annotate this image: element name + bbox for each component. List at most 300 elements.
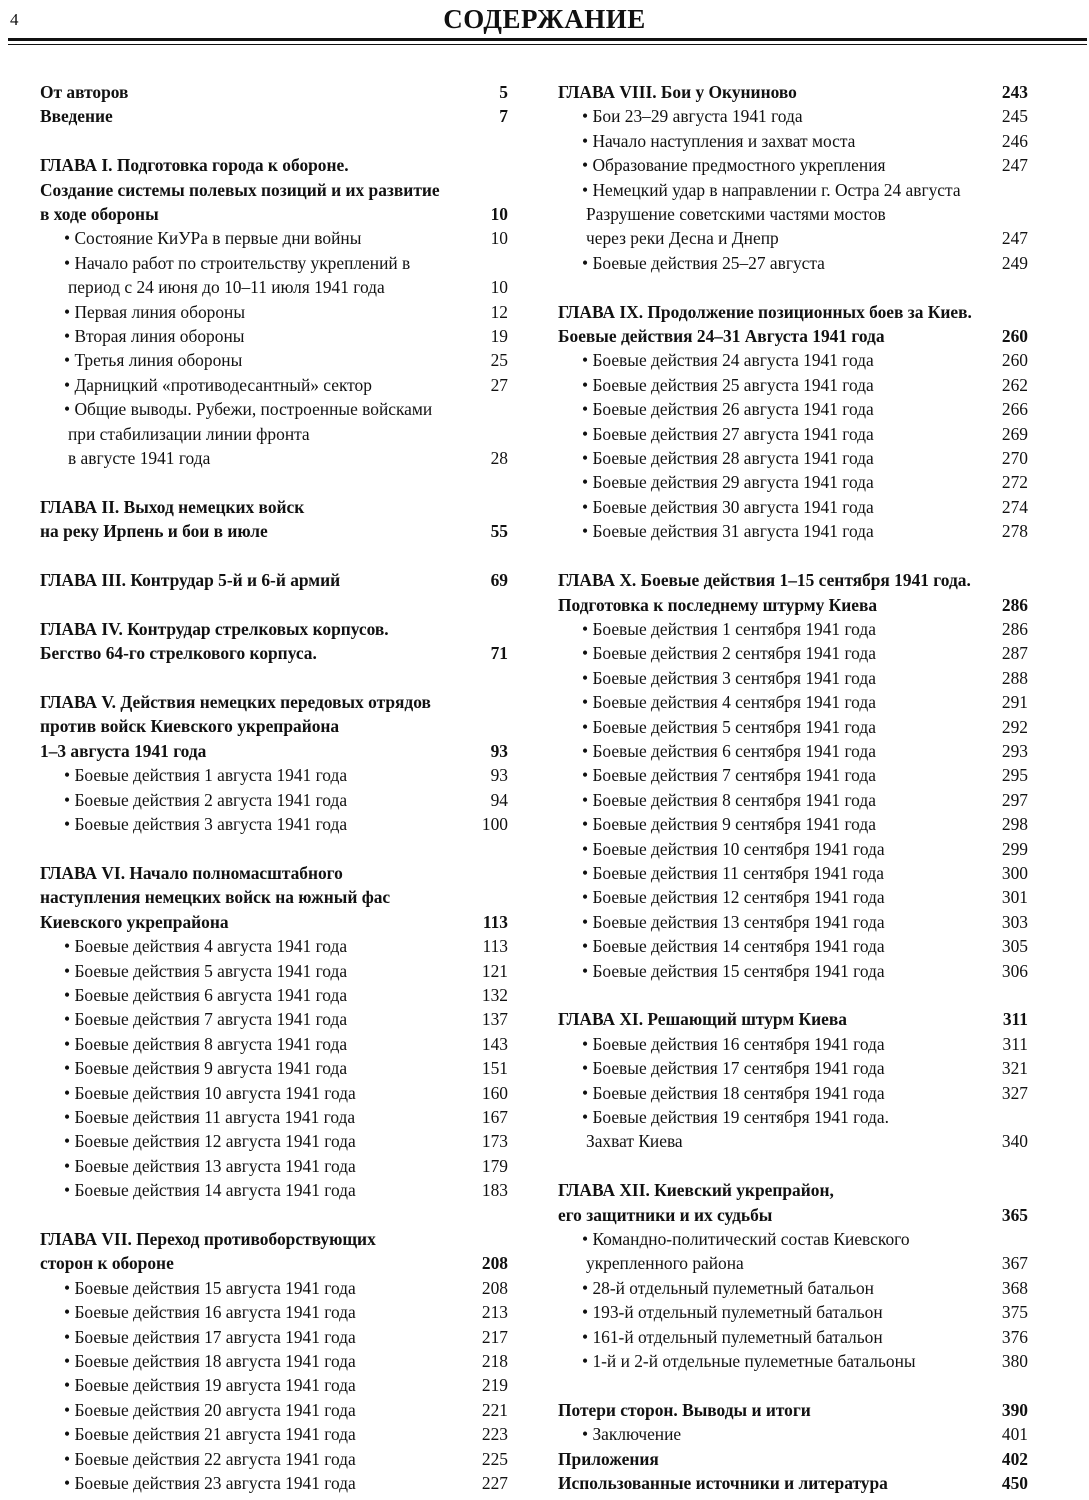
toc-subitem bbox=[558, 178, 1028, 251]
chapter-heading-line: ГЛАВА IX. Продолжение позиционных боев за Киев. bbox=[558, 301, 972, 322]
subitem-line bbox=[64, 934, 508, 958]
toc-chapter-10 bbox=[558, 568, 1028, 983]
toc-subitem bbox=[558, 788, 1028, 812]
subitem-page: 19 bbox=[490, 326, 508, 347]
toc-subitem bbox=[40, 1056, 508, 1080]
subitem-page: 293 bbox=[1001, 740, 1028, 761]
toc-subitem bbox=[558, 495, 1028, 519]
toc-subitem bbox=[40, 251, 508, 300]
chapter-heading-last-line bbox=[40, 568, 508, 592]
toc-entry-title: Использованные источники и литература bbox=[558, 1473, 888, 1494]
toc-subitem bbox=[40, 348, 508, 372]
subitem-page: 367 bbox=[1001, 1253, 1028, 1274]
toc-subitem bbox=[40, 1105, 508, 1129]
subitem-text: через реки Десна и Днепр bbox=[586, 228, 779, 249]
toc-subitem bbox=[558, 251, 1028, 275]
toc-subitem bbox=[40, 959, 508, 983]
subitem-line bbox=[64, 1178, 508, 1202]
toc-chapter-11 bbox=[558, 1007, 1028, 1153]
subitem-page: 246 bbox=[1001, 130, 1028, 151]
subitem-text: • Боевые действия 14 сентября 1941 года bbox=[582, 934, 885, 958]
subitem-continuation bbox=[64, 422, 508, 446]
subitem-page: 94 bbox=[490, 789, 508, 810]
toc-subitem bbox=[558, 1325, 1028, 1349]
subitem-page: 100 bbox=[481, 814, 508, 835]
subitem-text: • Боевые действия 31 августа 1941 года bbox=[582, 519, 874, 543]
toc-subitem bbox=[558, 397, 1028, 421]
toc-chapter-6 bbox=[40, 861, 508, 1203]
toc-entry-title: Введение bbox=[40, 106, 113, 127]
toc-subitem bbox=[40, 1300, 508, 1324]
subitem-line bbox=[582, 446, 1028, 470]
subitem-page: 291 bbox=[1001, 692, 1028, 713]
chapter-heading-last-line bbox=[40, 641, 508, 665]
toc-chapter-1 bbox=[40, 153, 508, 470]
subitem-text: • Боевые действия 17 августа 1941 года bbox=[64, 1325, 356, 1349]
subitem-line bbox=[64, 1056, 508, 1080]
toc-subitem bbox=[558, 1227, 1028, 1276]
toc-entry bbox=[558, 1471, 1028, 1495]
chapter-heading-last-line bbox=[558, 324, 1028, 348]
subitem-text: • Первая линия обороны bbox=[64, 300, 245, 324]
subitem-line bbox=[64, 1447, 508, 1471]
subitem-text: • Боевые действия 3 августа 1941 года bbox=[64, 812, 347, 836]
chapter-heading-last-line bbox=[558, 593, 1028, 617]
subitem-text: • Боевые действия 8 сентября 1941 года bbox=[582, 788, 876, 812]
subitem-page: 221 bbox=[481, 1399, 508, 1420]
toc-subitem bbox=[558, 1056, 1028, 1080]
subitem-line bbox=[582, 959, 1028, 983]
subitem-line bbox=[64, 348, 508, 372]
subitem-text: • Боевые действия 17 сентября 1941 года bbox=[582, 1056, 885, 1080]
subitem-line bbox=[582, 470, 1028, 494]
toc-subitem bbox=[558, 446, 1028, 470]
chapter-heading-line: ГЛАВА VI. Начало полномасштабного bbox=[40, 862, 343, 883]
toc-subitem bbox=[558, 910, 1028, 934]
toc-subitem bbox=[558, 837, 1028, 861]
subitem-page: 160 bbox=[481, 1082, 508, 1103]
subitem-page: 321 bbox=[1001, 1058, 1028, 1079]
subitem-page: 300 bbox=[1001, 862, 1028, 883]
subitem-page: 113 bbox=[482, 936, 508, 957]
subitem-text: • Боевые действия 30 августа 1941 года bbox=[582, 495, 874, 519]
subitem-text: • Дарницкий «противодесантный» сектор bbox=[64, 373, 372, 397]
subitem-page: 380 bbox=[1001, 1351, 1028, 1372]
subitem-page: 297 bbox=[1001, 789, 1028, 810]
subitem-page: 132 bbox=[481, 984, 508, 1005]
chapter-page: 208 bbox=[481, 1253, 508, 1274]
subitem-page: 167 bbox=[481, 1106, 508, 1127]
toc-subitem bbox=[40, 812, 508, 836]
toc-subitem bbox=[40, 763, 508, 787]
subitem-line bbox=[64, 397, 508, 421]
subitem-line bbox=[582, 885, 1028, 909]
subitem-text: • Боевые действия 2 сентября 1941 года bbox=[582, 641, 876, 665]
subitem-line bbox=[582, 1105, 1028, 1129]
subitem-text: • Боевые действия 25 августа 1941 года bbox=[582, 373, 874, 397]
subitem-line bbox=[582, 690, 1028, 714]
subitem-line bbox=[582, 812, 1028, 836]
toc-subitem bbox=[40, 1398, 508, 1422]
toc-subitem bbox=[40, 1081, 508, 1105]
toc-entry-title: От авторов bbox=[40, 82, 129, 102]
subitem-line bbox=[582, 348, 1028, 372]
chapter-heading-text: на реку Ирпень и бои в июле bbox=[40, 521, 268, 542]
subitem-text: • Боевые действия 2 августа 1941 года bbox=[64, 788, 347, 812]
chapter-heading-line: ГЛАВА X. Боевые действия 1–15 сентября 1941 года. bbox=[558, 570, 971, 591]
subitem-text: • 1-й и 2-й отдельные пулеметные батальоны bbox=[582, 1349, 916, 1373]
toc-subitem bbox=[558, 470, 1028, 494]
subitem-text: • Боевые действия 10 августа 1941 года bbox=[64, 1081, 356, 1105]
toc-subitem bbox=[558, 373, 1028, 397]
subitem-page: 274 bbox=[1001, 496, 1028, 517]
subitem-line bbox=[64, 1300, 508, 1324]
subitem-page: 12 bbox=[490, 301, 508, 322]
subitem-text: • Боевые действия 14 августа 1941 года bbox=[64, 1178, 356, 1202]
subitem-text: • Боевые действия 29 августа 1941 года bbox=[582, 470, 874, 494]
chapter-heading-last-line bbox=[40, 1251, 508, 1275]
toc-subitem bbox=[558, 1032, 1028, 1056]
subitem-page: 375 bbox=[1001, 1302, 1028, 1323]
chapter-heading-text: 1–3 августа 1941 года bbox=[40, 740, 207, 761]
chapter-heading-text: Потери сторон. Выводы и итоги bbox=[558, 1399, 811, 1420]
subitem-text: • Боевые действия 5 сентября 1941 года bbox=[582, 715, 876, 739]
subitem-page: 179 bbox=[481, 1155, 508, 1176]
subitem-text: • Боевые действия 6 сентября 1941 года bbox=[582, 739, 876, 763]
subitem-line bbox=[64, 959, 508, 983]
chapter-page: 71 bbox=[490, 643, 508, 664]
subitem-page: 10 bbox=[490, 277, 508, 298]
toc-chapter-7 bbox=[40, 1227, 508, 1495]
toc-subitem bbox=[40, 1178, 508, 1202]
subitem-page: 213 bbox=[481, 1302, 508, 1323]
chapter-heading-text: сторон к обороне bbox=[40, 1253, 174, 1274]
subitem-page: 278 bbox=[1001, 521, 1028, 542]
toc-subitem bbox=[558, 641, 1028, 665]
subitem-page: 151 bbox=[481, 1058, 508, 1079]
toc-left-column bbox=[40, 80, 508, 1495]
chapter-page: 365 bbox=[1001, 1204, 1028, 1225]
subitem-line bbox=[64, 812, 508, 836]
toc-entry-title: Приложения bbox=[558, 1448, 659, 1469]
subitem-page: 327 bbox=[1001, 1082, 1028, 1103]
toc-subitem bbox=[558, 1105, 1028, 1154]
subitem-line bbox=[582, 129, 1028, 153]
subitem-text: • Боевые действия 15 августа 1941 года bbox=[64, 1276, 356, 1300]
toc-subitem bbox=[40, 934, 508, 958]
subitem-line bbox=[64, 763, 508, 787]
chapter-heading-last-line bbox=[40, 739, 508, 763]
toc-subitem bbox=[558, 348, 1028, 372]
toc-subitem bbox=[558, 715, 1028, 739]
chapter-heading-line: ГЛАВА VII. Переход противоборствующих bbox=[40, 1228, 376, 1249]
chapter-page: 286 bbox=[1001, 594, 1028, 615]
chapter-heading-text: ГЛАВА III. Контрудар 5-й и 6-й армий bbox=[40, 570, 341, 591]
toc-conclusions bbox=[558, 1398, 1028, 1447]
chapter-heading-last-line bbox=[40, 910, 508, 934]
subitem-page: 247 bbox=[1001, 228, 1028, 249]
toc-subitem bbox=[558, 129, 1028, 153]
toc-entry bbox=[40, 104, 508, 128]
subitem-line bbox=[582, 153, 1028, 177]
subitem-page: 28 bbox=[490, 448, 508, 469]
subitem-text: • Боевые действия 18 августа 1941 года bbox=[64, 1349, 356, 1373]
subitem-text: в августе 1941 года bbox=[68, 448, 211, 469]
subitem-page: 225 bbox=[481, 1448, 508, 1469]
subitem-line bbox=[582, 1032, 1028, 1056]
subitem-page: 305 bbox=[1001, 936, 1028, 957]
subitem-line bbox=[582, 373, 1028, 397]
subitem-continuation bbox=[64, 275, 508, 299]
chapter-heading-line: ГЛАВА V. Действия немецких передовых отрядов bbox=[40, 692, 431, 713]
subitem-line bbox=[582, 178, 1028, 202]
toc-subitem bbox=[558, 1276, 1028, 1300]
subitem-line bbox=[582, 495, 1028, 519]
subitem-text: • Боевые действия 5 августа 1941 года bbox=[64, 959, 347, 983]
subitem-continuation bbox=[582, 202, 1028, 226]
subitem-line bbox=[582, 1056, 1028, 1080]
subitem-text: • Боевые действия 19 августа 1941 года bbox=[64, 1373, 356, 1397]
chapter-heading-line: ГЛАВА IV. Контрудар стрелковых корпусов. bbox=[40, 618, 389, 639]
chapter-page: 311 bbox=[1002, 1009, 1028, 1030]
chapter-heading-text: Бегство 64-го стрелкового корпуса. bbox=[40, 643, 317, 664]
subitem-line bbox=[582, 934, 1028, 958]
toc-subitem bbox=[40, 1447, 508, 1471]
subitem-page: 311 bbox=[1002, 1033, 1028, 1054]
subitem-line bbox=[582, 739, 1028, 763]
subitem-page: 183 bbox=[481, 1180, 508, 1201]
toc-subitem bbox=[40, 1471, 508, 1495]
chapter-heading-text: ГЛАВА VIII. Бои у Окуниново bbox=[558, 82, 797, 102]
subitem-text: • Боевые действия 6 августа 1941 года bbox=[64, 983, 347, 1007]
subitem-line bbox=[64, 1373, 508, 1397]
subitem-page: 287 bbox=[1001, 643, 1028, 664]
subitem-continuation bbox=[64, 446, 508, 470]
subitem-text: • 193-й отдельный пулеметный батальон bbox=[582, 1300, 883, 1324]
chapter-heading-text: Боевые действия 24–31 Августа 1941 года bbox=[558, 326, 885, 347]
chapter-heading-text: Подготовка к последнему штурму Киева bbox=[558, 594, 878, 615]
subitem-page: 93 bbox=[490, 765, 508, 786]
chapter-heading-line: ГЛАВА XII. Киевский укрепрайон, bbox=[558, 1180, 834, 1201]
page-number: 4 bbox=[10, 10, 19, 29]
subitem-line bbox=[582, 397, 1028, 421]
subitem-text: • Боевые действия 7 августа 1941 года bbox=[64, 1007, 347, 1031]
subitem-text: • Боевые действия 1 августа 1941 года bbox=[64, 763, 347, 787]
subitem-page: 219 bbox=[481, 1375, 508, 1396]
subitem-text: • Третья линия обороны bbox=[64, 348, 242, 372]
subitem-line bbox=[64, 1007, 508, 1031]
toc-subitem bbox=[40, 226, 508, 250]
toc-entry-page: 5 bbox=[499, 82, 508, 102]
toc-subitem bbox=[558, 1081, 1028, 1105]
subitem-text: • Заключение bbox=[582, 1422, 681, 1446]
subitem-text: • Боевые действия 9 августа 1941 года bbox=[64, 1056, 347, 1080]
subitem-text: • Состояние КиУРа в первые дни войны bbox=[64, 226, 361, 250]
toc-back-matter bbox=[558, 1447, 1028, 1496]
chapter-page: 260 bbox=[1001, 326, 1028, 347]
subitem-line bbox=[64, 1325, 508, 1349]
subitem-line bbox=[582, 251, 1028, 275]
toc-subitem bbox=[558, 1422, 1028, 1446]
subitem-text: • Боевые действия 26 августа 1941 года bbox=[582, 397, 874, 421]
toc-subitem bbox=[40, 1007, 508, 1031]
subitem-page: 137 bbox=[481, 1009, 508, 1030]
toc-subitem bbox=[558, 885, 1028, 909]
toc-subitem bbox=[558, 519, 1028, 543]
subitem-text: • Боевые действия 16 августа 1941 года bbox=[64, 1300, 356, 1324]
subitem-text: • Начало работ по строительству укреплений в bbox=[64, 251, 410, 275]
toc-chapter-3 bbox=[40, 568, 508, 592]
toc-subitem bbox=[558, 422, 1028, 446]
toc-subitem bbox=[558, 666, 1028, 690]
subitem-text: • Боевые действия 3 сентября 1941 года bbox=[582, 666, 876, 690]
subitem-text: • Боевые действия 12 сентября 1941 года bbox=[582, 885, 885, 909]
subitem-line bbox=[582, 617, 1028, 641]
subitem-line bbox=[64, 300, 508, 324]
subitem-line bbox=[582, 1325, 1028, 1349]
chapter-heading-last-line bbox=[558, 80, 1028, 104]
subitem-page: 270 bbox=[1001, 448, 1028, 469]
subitem-page: 227 bbox=[481, 1473, 508, 1494]
toc-subitem bbox=[40, 1129, 508, 1153]
subitem-page: 340 bbox=[1001, 1131, 1028, 1152]
subitem-page: 223 bbox=[481, 1424, 508, 1445]
subitem-page: 27 bbox=[490, 374, 508, 395]
subitem-text: • Боевые действия 18 сентября 1941 года bbox=[582, 1081, 885, 1105]
subitem-page: 299 bbox=[1001, 838, 1028, 859]
subitem-page: 266 bbox=[1001, 399, 1028, 420]
chapter-page: 243 bbox=[1001, 82, 1028, 102]
subitem-line bbox=[64, 1471, 508, 1495]
chapter-heading-line: ГЛАВА I. Подготовка города к обороне. bbox=[40, 155, 349, 176]
subitem-text: период с 24 июня до 10–11 июля 1941 года bbox=[68, 277, 385, 298]
toc-subitem bbox=[558, 690, 1028, 714]
toc-subitem bbox=[40, 1349, 508, 1373]
subitem-text: • Начало наступления и захват моста bbox=[582, 129, 855, 153]
subitem-text: • Боевые действия 22 августа 1941 года bbox=[64, 1447, 356, 1471]
chapter-heading-line: ГЛАВА II. Выход немецких войск bbox=[40, 496, 305, 517]
toc-right-column bbox=[558, 80, 1028, 1495]
toc-subitem bbox=[558, 1300, 1028, 1324]
toc-chapter-2 bbox=[40, 495, 508, 544]
toc-subitem bbox=[558, 104, 1028, 128]
subitem-line bbox=[582, 861, 1028, 885]
subitem-text: • Боевые действия 9 сентября 1941 года bbox=[582, 812, 876, 836]
subitem-line bbox=[582, 104, 1028, 128]
toc-chapter-8 bbox=[558, 80, 1028, 275]
subitem-continuation bbox=[582, 226, 1028, 250]
chapter-page: 69 bbox=[490, 570, 508, 591]
subitem-text: • Вторая линия обороны bbox=[64, 324, 244, 348]
subitem-line bbox=[64, 1129, 508, 1153]
chapter-page: 93 bbox=[490, 740, 508, 761]
subitem-page: 269 bbox=[1001, 423, 1028, 444]
subitem-line bbox=[582, 1276, 1028, 1300]
chapter-page: 113 bbox=[482, 911, 508, 932]
subitem-text: • Боевые действия 1 сентября 1941 года bbox=[582, 617, 876, 641]
subitem-page: 260 bbox=[1001, 350, 1028, 371]
subitem-text: • Общие выводы. Рубежи, построенные войсками bbox=[64, 397, 432, 421]
subitem-line bbox=[582, 788, 1028, 812]
subitem-line bbox=[582, 1227, 1028, 1251]
subitem-text: • Боевые действия 4 сентября 1941 года bbox=[582, 690, 876, 714]
subitem-page: 401 bbox=[1001, 1424, 1028, 1445]
subitem-page: 208 bbox=[481, 1277, 508, 1298]
subitem-line bbox=[582, 1422, 1028, 1446]
chapter-heading-text: ГЛАВА XI. Решающий штурм Киева bbox=[558, 1009, 847, 1030]
toc-subitem bbox=[40, 1154, 508, 1178]
subitem-line bbox=[64, 373, 508, 397]
toc-subitem bbox=[40, 1325, 508, 1349]
subitem-page: 286 bbox=[1001, 618, 1028, 639]
toc-subitem bbox=[40, 324, 508, 348]
chapter-heading-text: в ходе обороны bbox=[40, 204, 159, 225]
chapter-heading-text: его защитники и их судьбы bbox=[558, 1204, 773, 1225]
toc-subitem bbox=[558, 934, 1028, 958]
toc-subitem bbox=[558, 763, 1028, 787]
subitem-page: 306 bbox=[1001, 960, 1028, 981]
toc-subitem bbox=[558, 861, 1028, 885]
subitem-text: • Боевые действия 23 августа 1941 года bbox=[64, 1471, 356, 1495]
toc-subitem bbox=[40, 983, 508, 1007]
subitem-text: укрепленного района bbox=[586, 1253, 744, 1274]
subitem-continuation bbox=[582, 1129, 1028, 1153]
subitem-text: Разрушение советскими частями мостов bbox=[586, 204, 886, 225]
subitem-text: • Боевые действия 24 августа 1941 года bbox=[582, 348, 874, 372]
chapter-heading-line: против войск Киевского укрепрайона bbox=[40, 716, 340, 737]
chapter-heading-last-line bbox=[558, 1007, 1028, 1031]
subitem-line bbox=[64, 1081, 508, 1105]
chapter-heading-text: Киевского укрепрайона bbox=[40, 911, 229, 932]
toc-chapter-12 bbox=[558, 1178, 1028, 1373]
subitem-line bbox=[582, 519, 1028, 543]
subitem-line bbox=[582, 422, 1028, 446]
subitem-page: 245 bbox=[1001, 106, 1028, 127]
toc-subitem bbox=[40, 1032, 508, 1056]
subitem-page: 218 bbox=[481, 1351, 508, 1372]
subitem-page: 295 bbox=[1001, 765, 1028, 786]
subitem-page: 25 bbox=[490, 350, 508, 371]
subitem-text: • Боевые действия 13 августа 1941 года bbox=[64, 1154, 356, 1178]
chapter-heading-line: Создание системы полевых позиций и их развитие bbox=[40, 179, 440, 200]
toc-entry bbox=[40, 80, 508, 104]
subitem-text: • Боевые действия 19 сентября 1941 года. bbox=[582, 1105, 889, 1129]
toc-chapter-9 bbox=[558, 300, 1028, 544]
toc-entry bbox=[558, 1447, 1028, 1471]
subitem-text: • Боевые действия 11 сентября 1941 года bbox=[582, 861, 884, 885]
toc-subitem bbox=[558, 153, 1028, 177]
toc-chapter-5 bbox=[40, 690, 508, 836]
subitem-text: • Бои 23–29 августа 1941 года bbox=[582, 104, 803, 128]
subitem-continuation bbox=[582, 1251, 1028, 1275]
subitem-line bbox=[64, 1422, 508, 1446]
subitem-text: • Боевые действия 27 августа 1941 года bbox=[582, 422, 874, 446]
toc-subitem bbox=[558, 812, 1028, 836]
subitem-page: 262 bbox=[1001, 374, 1028, 395]
subitem-line bbox=[582, 837, 1028, 861]
subitem-text: • Боевые действия 7 сентября 1941 года bbox=[582, 763, 876, 787]
toc-subitem bbox=[40, 300, 508, 324]
toc-entry-page: 402 bbox=[1001, 1448, 1028, 1469]
subitem-line bbox=[64, 226, 508, 250]
subitem-text: • Боевые действия 4 августа 1941 года bbox=[64, 934, 347, 958]
subitem-line bbox=[64, 983, 508, 1007]
subitem-text: • 161-й отдельный пулеметный батальон bbox=[582, 1325, 883, 1349]
subitem-text: • Боевые действия 28 августа 1941 года bbox=[582, 446, 874, 470]
subitem-page: 173 bbox=[481, 1131, 508, 1152]
toc-subitem bbox=[40, 397, 508, 470]
subitem-line bbox=[582, 763, 1028, 787]
